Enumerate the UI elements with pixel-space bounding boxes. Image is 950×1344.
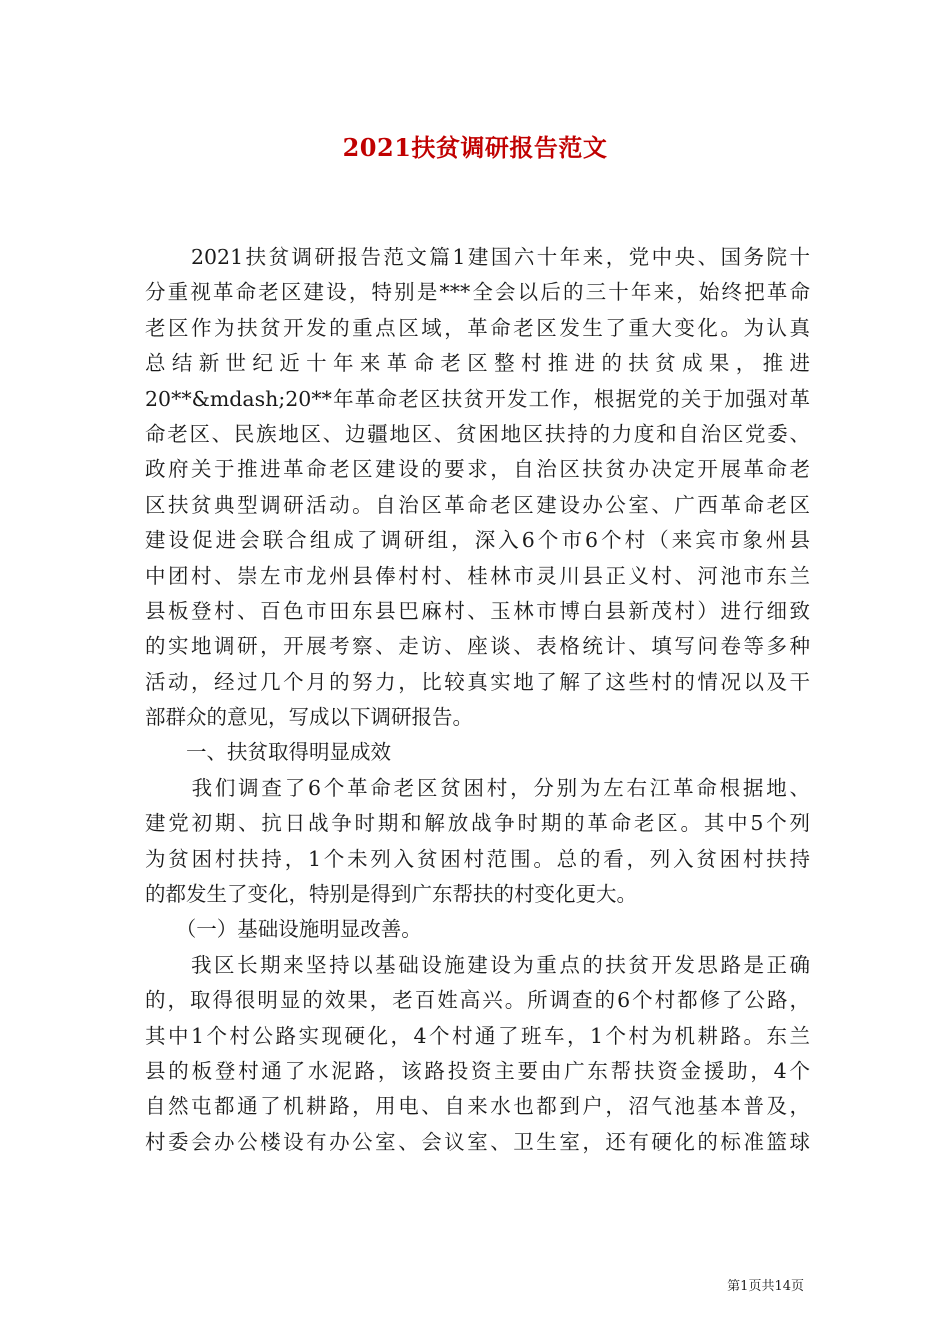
document-body: [145, 240, 810, 1160]
body-line: 县板登村、百色市田东县巴麻村、玉林市博白县新茂村）进行细致: [145, 598, 810, 623]
body-line: （一）基础设施明显改善。: [145, 917, 422, 942]
body-line: 2021扶贫调研报告范文篇1建国六十年来，党中央、国务院十: [145, 245, 810, 269]
body-line: 活动，经过几个月的努力，比较真实地了解了这些村的情况以及干: [145, 669, 810, 694]
body-line: 的，取得很明显的效果，老百姓高兴。所调查的6个村都修了公路，: [145, 988, 810, 1013]
body-line: 其中1个村公路实现硬化，4个村通了班车，1个村为机耕路。东兰: [145, 1023, 810, 1048]
body-line: 分重视革命老区建设，特别是***全会以后的三十年来，始终把革命: [145, 280, 810, 305]
body-line: 政府关于推进革命老区建设的要求，自治区扶贫办决定开展革命老: [145, 457, 810, 482]
body-line: 中团村、崇左市龙州县俸村村、桂林市灵川县正义村、河池市东兰: [145, 563, 810, 588]
body-line: 老区作为扶贫开发的重点区域，革命老区发生了重大变化。为认真: [145, 315, 810, 340]
page-footer: 第1页共14页: [727, 1279, 804, 1294]
body-line: 命老区、民族地区、边疆地区、贫困地区扶持的力度和自治区党委、: [145, 421, 810, 446]
body-line: 的实地调研，开展考察、走访、座谈、表格统计、填写问卷等多种: [145, 634, 810, 659]
body-line: 为贫困村扶持，1个未列入贫困村范围。总的看，列入贫困村扶持: [145, 846, 810, 871]
document-title: 2021扶贫调研报告范文: [342, 133, 608, 162]
body-line: 我们调查了6个革命老区贫困村，分别为左右江革命根据地、: [145, 775, 810, 800]
body-line: 建党初期、抗日战争时期和解放战争时期的革命老区。其中5个列: [145, 811, 810, 836]
body-line: 区扶贫典型调研活动。自治区革命老区建设办公室、广西革命老区: [145, 492, 810, 517]
body-line: 县的板登村通了水泥路，该路投资主要由广东帮扶资金援助，4个: [145, 1058, 810, 1083]
body-line: 建设促进会联合组成了调研组，深入6个市6个村（来宾市象州县: [145, 528, 810, 553]
body-line: 我区长期来坚持以基础设施建设为重点的扶贫开发思路是正确: [145, 952, 810, 977]
body-line: 总结新世纪近十年来革命老区整村推进的扶贫成果，推进: [145, 351, 810, 376]
body-line: 一、扶贫取得明显成效: [145, 740, 391, 765]
body-line: 部群众的意见，写成以下调研报告。: [145, 705, 473, 730]
body-line: 村委会办公楼设有办公室、会议室、卫生室，还有硬化的标准篮球: [145, 1129, 810, 1154]
body-line: 自然屯都通了机耕路，用电、自来水也都到户，沼气池基本普及，: [145, 1094, 810, 1119]
body-line: 20**&mdash;20**年革命老区扶贫开发工作，根据党的关于加强对革: [145, 386, 810, 411]
body-line: 的都发生了变化，特别是得到广东帮扶的村变化更大。: [145, 882, 637, 907]
